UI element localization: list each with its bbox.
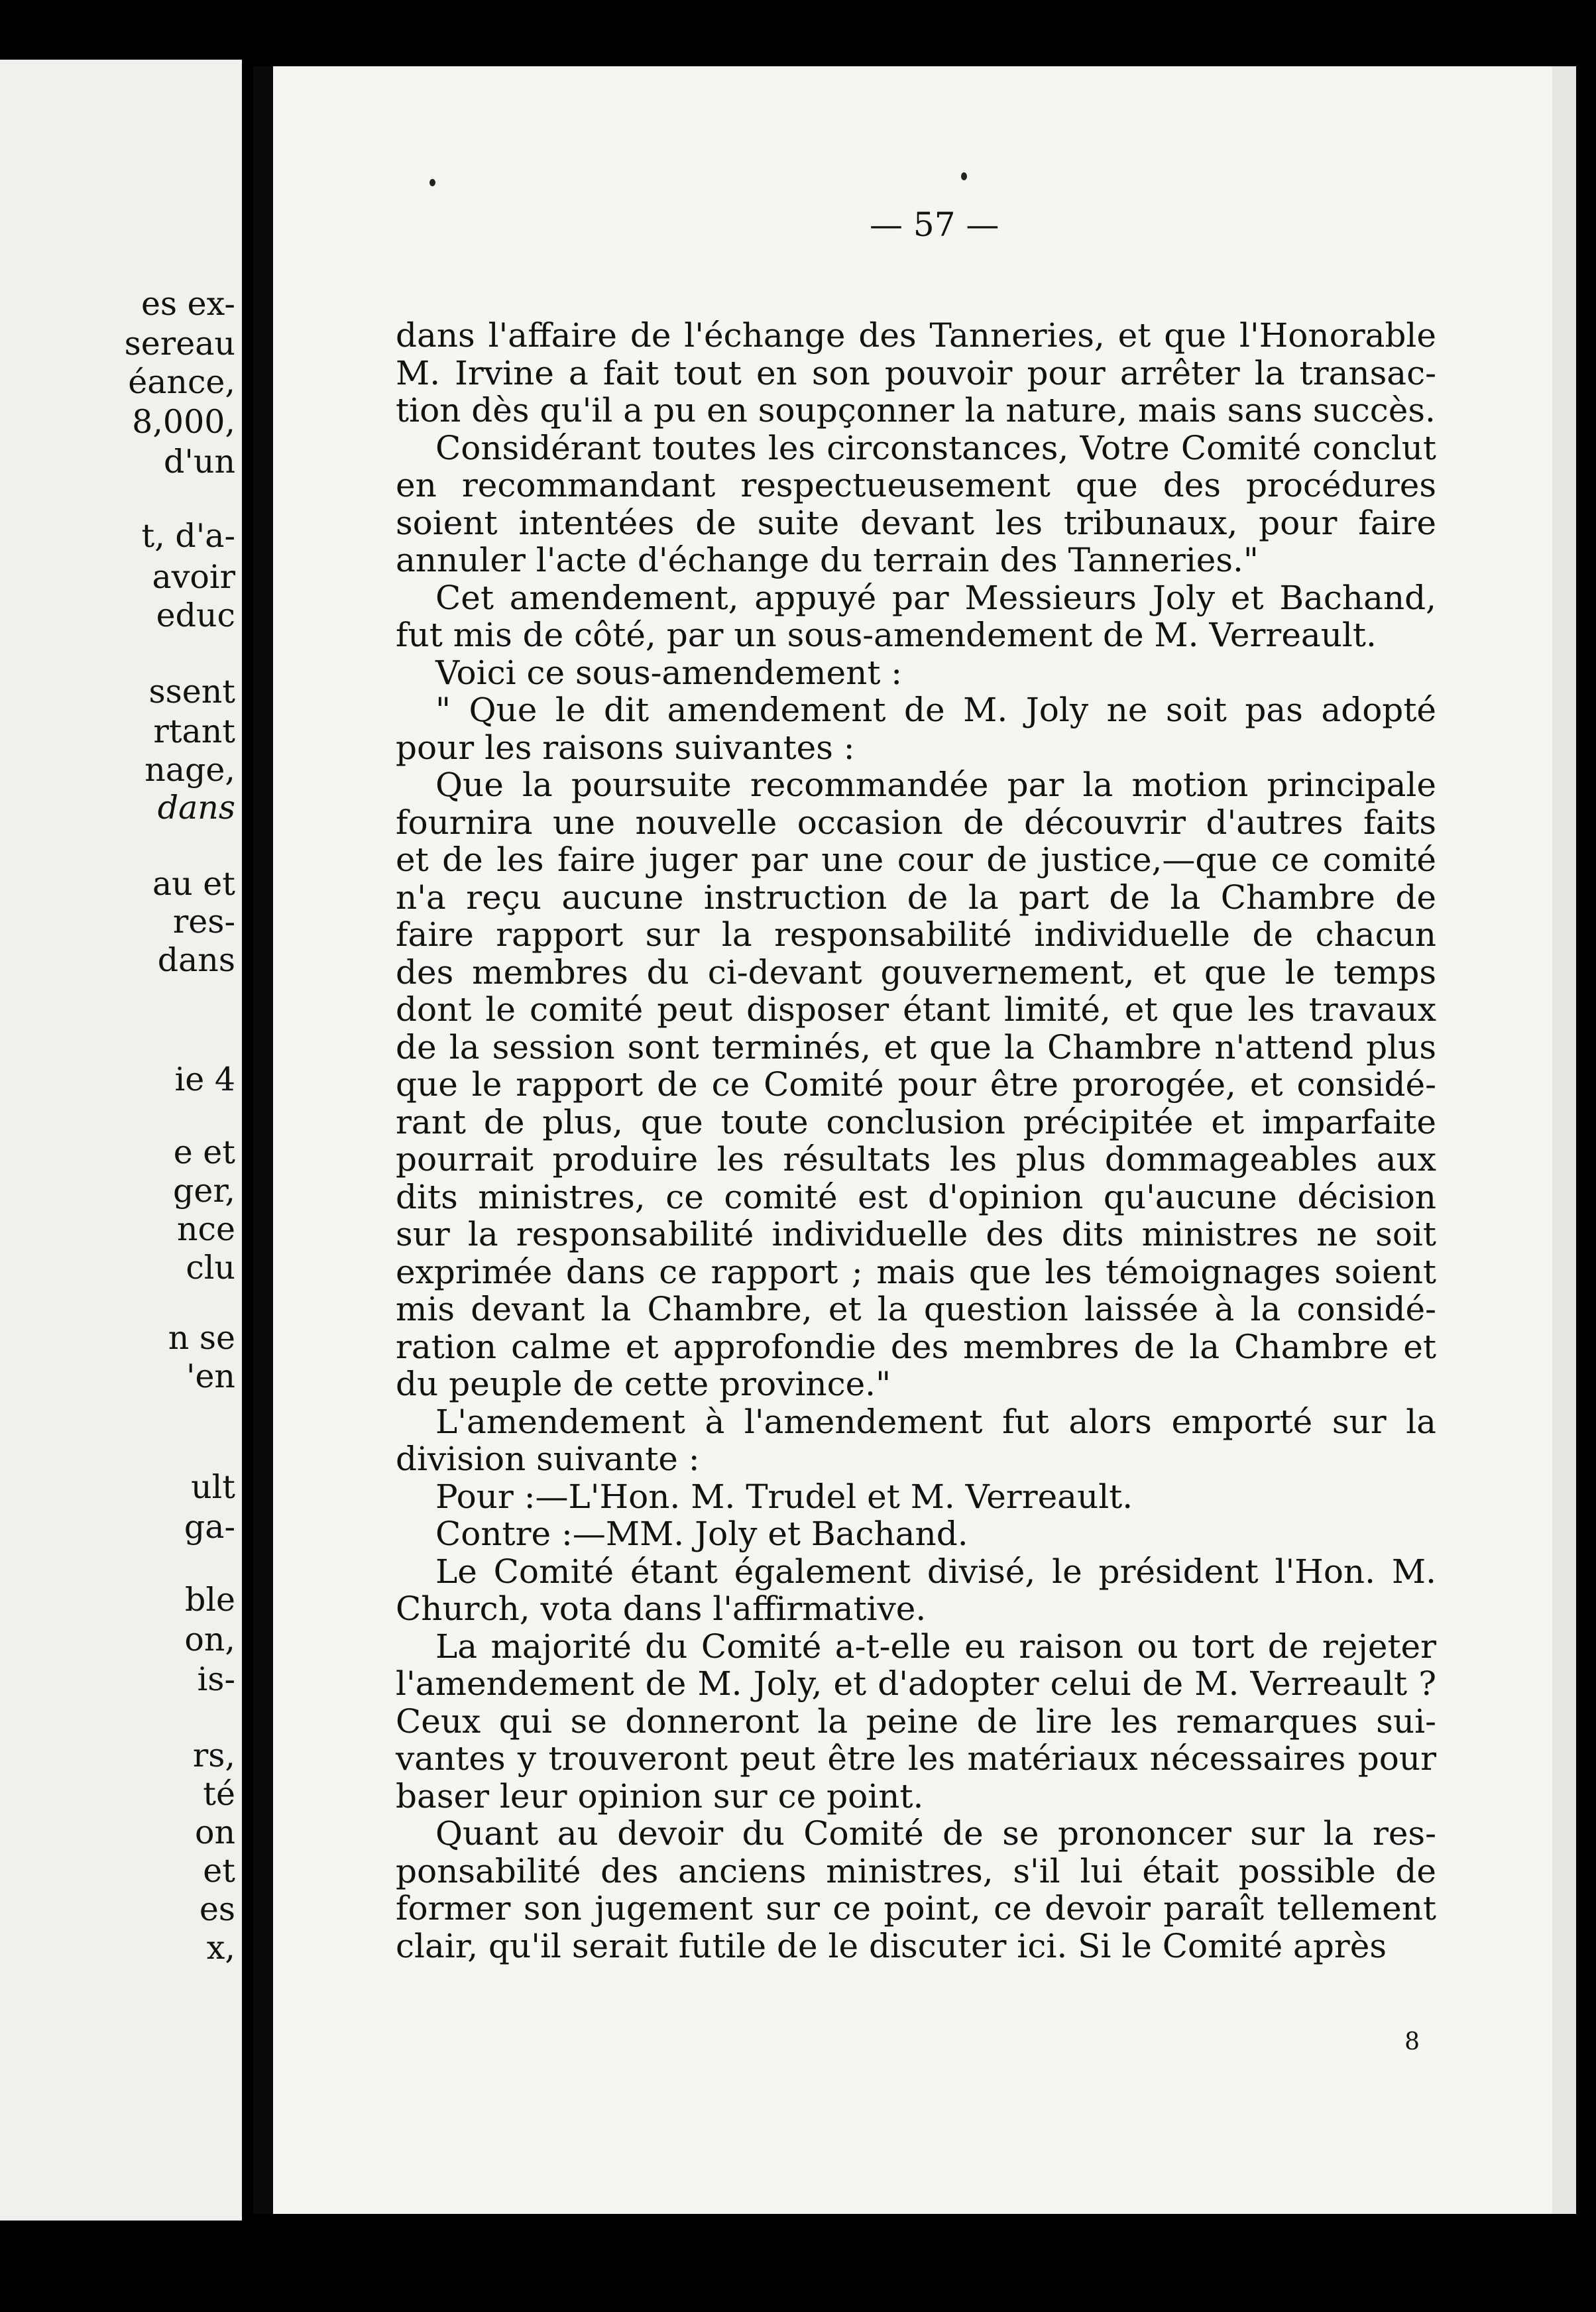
left-page-text-fragment: éance, <box>128 363 235 401</box>
text-line: fournira une nouvelle occasion de découvrir d'autres faits <box>396 803 1436 842</box>
text-line: Contre :—MM. Joly et Bachand. <box>435 1515 968 1553</box>
page-gutter <box>253 66 273 2214</box>
left-page-text-fragment: is- <box>197 1660 235 1698</box>
text-line: sur la responsabilité individuelle des dits ministres ne soit <box>396 1215 1436 1253</box>
text-line: dits ministres, ce comité est d'opinion qu'aucune décision <box>396 1177 1436 1216</box>
left-page-text-fragment: nce <box>177 1210 235 1248</box>
text-line: tion dès qu'il a pu en soupçonner la nature, mais sans succès. <box>396 391 1436 430</box>
left-page-text-fragment: e et <box>173 1133 235 1171</box>
left-page-text-fragment: rtant <box>153 713 235 750</box>
left-page-text-fragment: x, <box>206 1929 235 1967</box>
text-line: fut mis de côté, par un sous-amendement de M. Verreault. <box>396 616 1377 654</box>
text-line: Ceux qui se donneront la peine de lire les remarques sui- <box>396 1702 1436 1741</box>
text-line: Voici ce sous-amendement : <box>435 653 903 692</box>
text-line: Quant au devoir du Comité de se prononcer sur la res- <box>435 1814 1436 1853</box>
text-line: mis devant la Chambre, et la question laissée à la considé- <box>396 1290 1436 1328</box>
main-page <box>273 66 1552 2214</box>
left-page-text-fragment: ssent <box>148 673 235 711</box>
page-number: — 57 — <box>870 205 999 244</box>
left-page-text-fragment: et <box>203 1852 235 1890</box>
text-line: La majorité du Comité a-t-elle eu raison ou tort de rejeter <box>435 1627 1436 1666</box>
left-page-text-fragment: dans <box>157 789 235 827</box>
left-page-text-fragment: on <box>194 1814 235 1851</box>
text-line: former son jugement sur ce point, ce devoir paraît tellement <box>396 1889 1436 1928</box>
left-page-text-fragment: ult <box>191 1468 235 1506</box>
text-line: ration calme et approfondie des membres de la Chambre et <box>396 1327 1436 1366</box>
text-line: Pour :—L'Hon. M. Trudel et M. Verreault. <box>435 1477 1133 1516</box>
left-page-fragment <box>0 60 242 2221</box>
text-line: n'a reçu aucune instruction de la part de la Chambre de <box>396 878 1436 917</box>
text-line: division suivante : <box>396 1440 700 1478</box>
text-line: Considérant toutes les circonstances, Votre Comité conclut <box>435 428 1436 467</box>
ink-speck <box>429 179 435 186</box>
left-page-text-fragment: d'un <box>164 443 235 481</box>
text-line: soient intentées de suite devant les tribunaux, pour faire <box>396 503 1436 542</box>
left-page-text-fragment: on, <box>184 1621 235 1658</box>
left-page-text-fragment: dans <box>157 941 235 979</box>
left-page-text-fragment: educ <box>156 597 235 634</box>
text-line: pour les raisons suivantes : <box>396 728 855 767</box>
left-page-text-fragment: t, d'a- <box>141 517 235 555</box>
body-text <box>396 317 1436 1965</box>
text-line: annuler l'acte d'échange du terrain des Tanneries." <box>396 541 1259 579</box>
text-line: exprimée dans ce rapport ; mais que les témoignages soient <box>396 1252 1436 1291</box>
text-line: Church, vota dans l'affirmative. <box>396 1590 927 1628</box>
text-line: vantes y trouveront peut être les matériaux nécessaires pour <box>396 1739 1436 1778</box>
text-line: baser leur opinion sur ce point. <box>396 1776 924 1816</box>
left-page-text-fragment: avoir <box>152 558 235 596</box>
signature-mark: 8 <box>1404 2028 1420 2055</box>
left-page-text-fragment: res- <box>172 903 235 941</box>
left-page-text-fragment: ie 4 <box>174 1061 235 1098</box>
left-page-text-fragment: es <box>199 1890 235 1928</box>
left-page-text-fragment: n se <box>168 1319 235 1357</box>
left-page-text-fragment: es ex- <box>141 285 235 323</box>
text-line: dont le comité peut disposer étant limité, et que les travaux <box>396 990 1436 1029</box>
text-line: et de les faire juger par une cour de justice,—que ce comité <box>396 840 1436 879</box>
text-line: ponsabilité des anciens ministres, s'il lui était possible de <box>396 1851 1436 1890</box>
text-line: rant de plus, que toute conclusion précipitée et imparfaite <box>396 1102 1436 1141</box>
text-line: que le rapport de ce Comité pour être prorogée, et considé- <box>396 1065 1436 1104</box>
left-page-text-fragment: rs, <box>192 1737 235 1774</box>
text-line: de la session sont terminés, et que la Chambre n'attend plus <box>396 1027 1436 1067</box>
left-page-text-fragment: ger, <box>173 1172 235 1210</box>
text-line: dans l'affaire de l'échange des Tanneries, et que l'Honorable <box>396 316 1436 355</box>
left-page-text-fragment: sereau <box>124 325 235 363</box>
text-line: pourrait produire les résultats les plus dommageables aux <box>396 1140 1436 1179</box>
left-page-text-fragment: té <box>203 1775 235 1813</box>
left-page-text-fragment: 8,000, <box>132 403 235 441</box>
text-line: clair, qu'il serait futile de le discuter ici. Si le Comité après <box>396 1926 1387 1965</box>
left-page-text-fragment: clu <box>186 1249 235 1287</box>
text-line: Que la poursuite recommandée par la motion principale <box>435 766 1436 804</box>
text-line: du peuple de cette province." <box>396 1365 891 1403</box>
left-page-text-fragment: nage, <box>144 751 235 789</box>
left-page-text-fragment: 'en <box>186 1358 235 1395</box>
text-line: faire rapport sur la responsabilité individuelle de chacun <box>396 915 1436 954</box>
text-line: en recommandant respectueusement que des procédures <box>396 466 1436 504</box>
left-page-text-fragment: ga- <box>184 1508 235 1546</box>
page-edge <box>1552 66 1576 2214</box>
text-line: des membres du ci-devant gouvernement, et que le temps <box>396 953 1436 992</box>
text-line: l'amendement de M. Joly, et d'adopter celui de M. Verreault ? <box>396 1664 1436 1703</box>
text-line: M. Irvine a fait tout en son pouvoir pour arrêter la transac- <box>396 353 1436 392</box>
text-line: " Que le dit amendement de M. Joly ne soit pas adopté <box>435 691 1436 729</box>
text-line: Le Comité étant également divisé, le président l'Hon. M. <box>435 1552 1436 1591</box>
ink-speck <box>961 172 967 180</box>
text-line: Cet amendement, appuyé par Messieurs Joly et Bachand, <box>435 578 1436 617</box>
left-page-text-fragment: ble <box>184 1581 235 1619</box>
left-page-text-fragment: au et <box>152 865 235 903</box>
text-line: L'amendement à l'amendement fut alors emporté sur la <box>435 1402 1436 1441</box>
